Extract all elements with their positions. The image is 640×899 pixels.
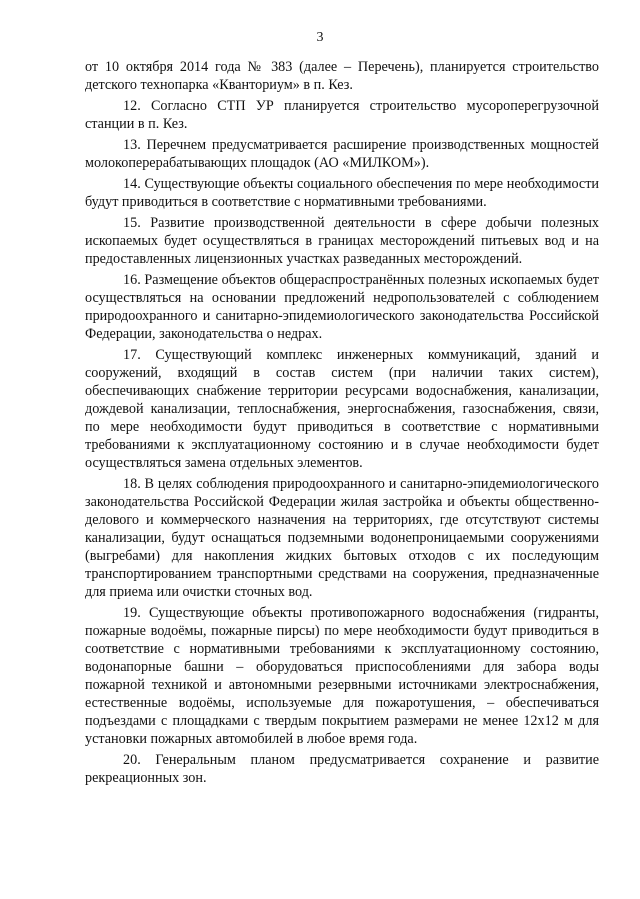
document-body [85,58,599,790]
paragraph-13: 13. Перечнем предусматривается расширение производственных мощностей молокоперерабатывающих площадок (АО «МИЛКОМ»). [85,137,599,171]
paragraph-18: 18. В целях соблюдения природоохранного и санитарно-эпидемиологического законодательства Российской Федерации жилая застройка и объекты общественно-делового и коммерческого назначения на территориях, где отсутствуют системы канализации, будут оснащаться подземными водонепроницаемыми сооружениями (выгребами) для накопления жидких бытовых отходов с их последующим транспортированием транспортными средствами на сооружения, предназначенные для приема или очистки сточных вод. [85,476,599,600]
paragraph-continuation: от 10 октября 2014 года № 383 (далее – Перечень), планируется строительство детского технопарка «Кванториум» в п. Кез. [85,59,599,93]
page-number: 3 [316,30,324,45]
paragraph-19: 19. Существующие объекты противопожарного водоснабжения (гидранты, пожарные водоёмы, пожарные пирсы) по мере необходимости будут приводиться в соответствие с нормативными требованиями к эксплуатационному состоянию, водонапорные башни – оборудоваться приспособлениями для забора воды пожарной техникой и автономными резервными источниками электроснабжения, естественные водоёмы, используемые для пожаротушения, – обеспечиваться подъездами с площадками с твердым покрытием размерами не менее 12х12 м для установки пожарных автомобилей в любое время года. [85,605,599,747]
paragraph-17: 17. Существующий комплекс инженерных коммуникаций, зданий и сооружений, входящий в состав систем (при наличии таких систем), обеспечивающих снабжение территории ресурсами водоснабжения, канализации, дождевой канализации, теплоснабжения, энергоснабжения, газоснабжения, связи, по мере необходимости будут приводиться в соответствие с нормативными требованиями к эксплуатационному состоянию и в случае необходимости будет осуществляться замена отдельных элементов. [85,347,599,471]
paragraph-20: 20. Генеральным планом предусматривается сохранение и развитие рекреационных зон. [85,752,599,786]
paragraph-16: 16. Размещение объектов общераспространённых полезных ископаемых будет осуществляться на основании предложений недропользователей с соблюдением природоохранного и санитарно-эпидемиологического законодательства Российской Федерации, законодательства о недрах. [85,272,599,342]
paragraph-14: 14. Существующие объекты социального обеспечения по мере необходимости будут приводиться в соответствие с нормативными требованиями. [85,176,599,210]
paragraph-15: 15. Развитие производственной деятельности в сфере добычи полезных ископаемых будет осуществляться в границах месторождений питьевых вод и на предоставленных лицензионных участках разведанных месторождений. [85,215,599,267]
paragraph-12: 12. Согласно СТП УР планируется строительство мусороперегрузочной станции в п. Кез. [85,98,599,132]
